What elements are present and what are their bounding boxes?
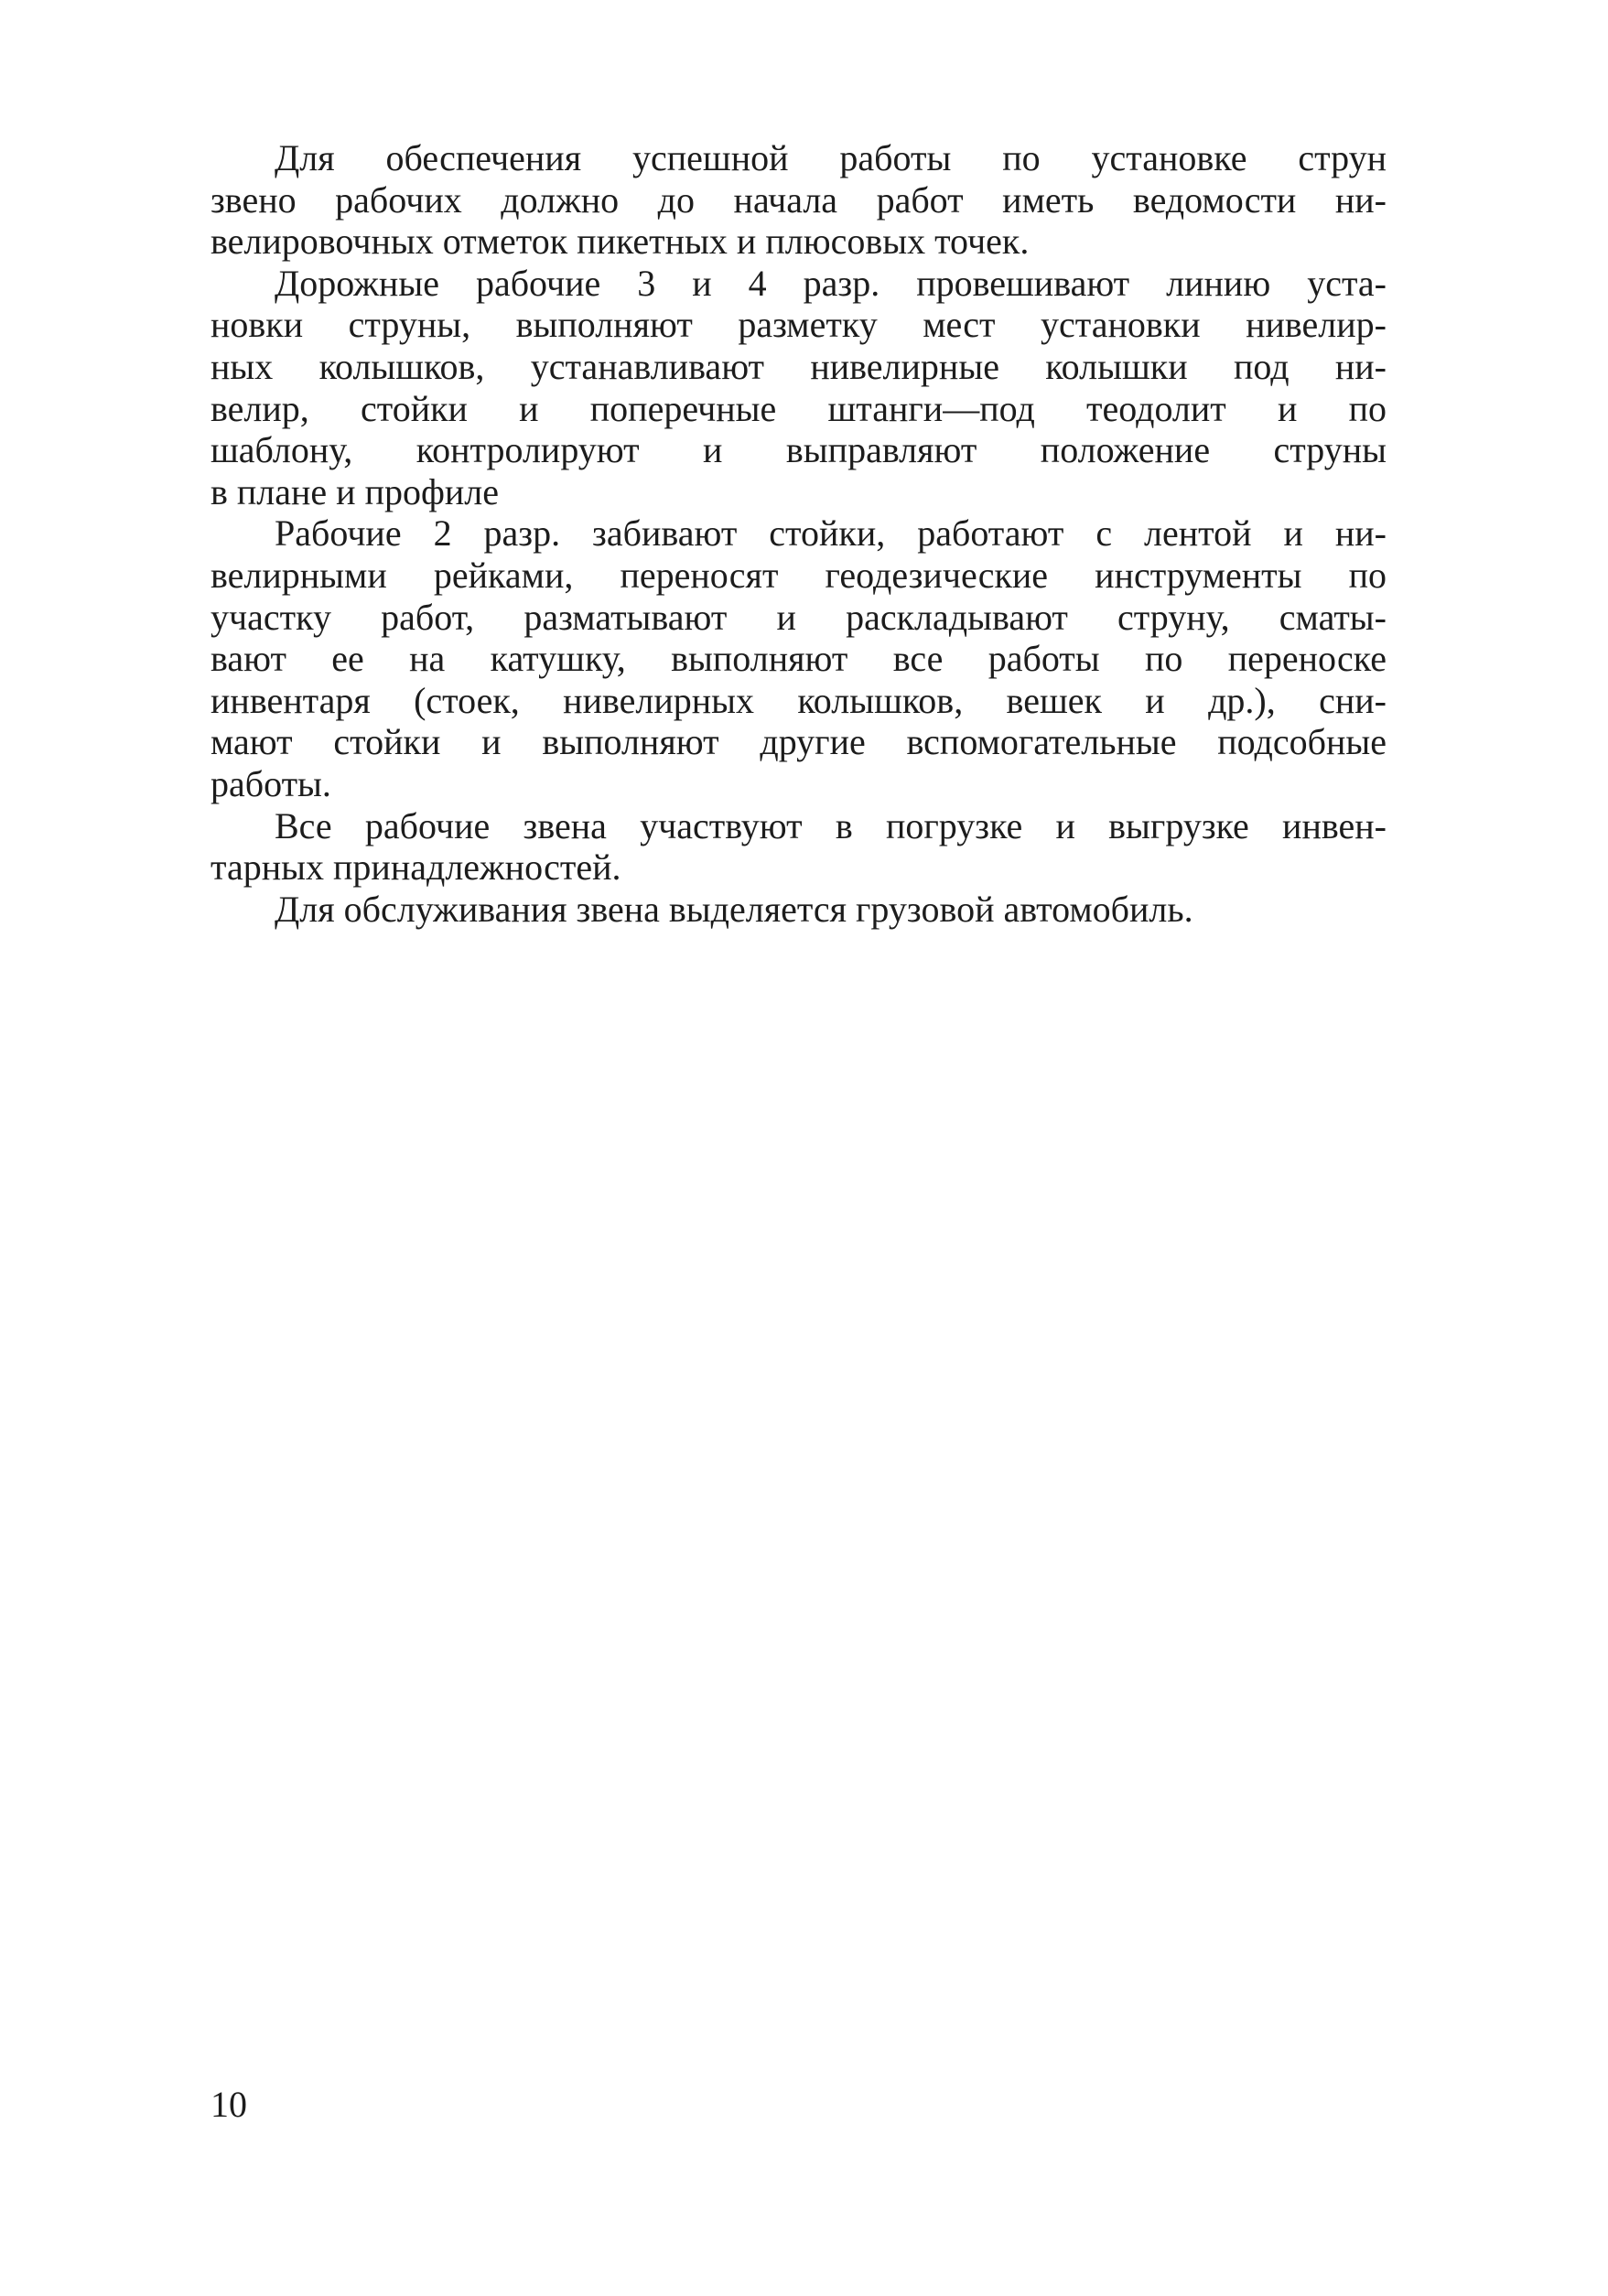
paragraph-3-line-3: участку работ, разматывают и раскладывают струну, сматы-	[210, 596, 1387, 638]
paragraph-3-line-1: Рабочие 2 разр. забивают стойки, работают с лентой и ни-	[275, 512, 1387, 555]
page-number: 10	[210, 2084, 247, 2125]
paragraph-2-line-3: ных колышков, устанавливают нивелирные колышки под ни-	[210, 345, 1387, 387]
paragraph-3-line-7: работы.	[210, 762, 331, 804]
paragraph-3-line-4: вают ее на катушку, выполняют все работы по переноске	[210, 638, 1387, 680]
paragraph-3-line-2: велирными рейками, переносят геодезические инструменты по	[210, 554, 1387, 596]
body-text	[210, 137, 1387, 930]
paragraph-2-line-5: шаблону, контролируют и выправляют положение струны	[210, 429, 1387, 471]
paragraph-2-line-2: новки струны, выполняют разметку мест установки нивелир-	[210, 304, 1387, 346]
paragraph-1-line-3: велировочных отметок пикетных и плюсовых точек.	[210, 221, 1030, 263]
paragraph-1-line-2: звено рабочих должно до начала работ иметь ведомости ни-	[210, 178, 1387, 221]
paragraph-2-line-6: в плане и профиле	[210, 470, 500, 512]
paragraph-4-line-2: тарных принадлежностей.	[210, 846, 621, 889]
paragraph-2-line-1: Дорожные рабочие 3 и 4 разр. провешивают линию уста-	[275, 262, 1387, 304]
paragraph-3-line-6: мают стойки и выполняют другие вспомогательные подсобные	[210, 721, 1387, 763]
paragraph-5-line-1: Для обслуживания звена выделяется грузовой автомобиль.	[275, 888, 1193, 930]
paragraph-2-line-4: велир, стойки и поперечные штанги—под теодолит и по	[210, 387, 1387, 429]
paragraph-1-line-1: Для обеспечения успешной работы по установке струн	[275, 137, 1387, 178]
paragraph-3-line-5: инвентаря (стоек, нивелирных колышков, вешек и др.), сни-	[210, 679, 1387, 721]
paragraph-4-line-1: Все рабочие звена участвуют в погрузке и выгрузке инвен-	[275, 804, 1387, 846]
